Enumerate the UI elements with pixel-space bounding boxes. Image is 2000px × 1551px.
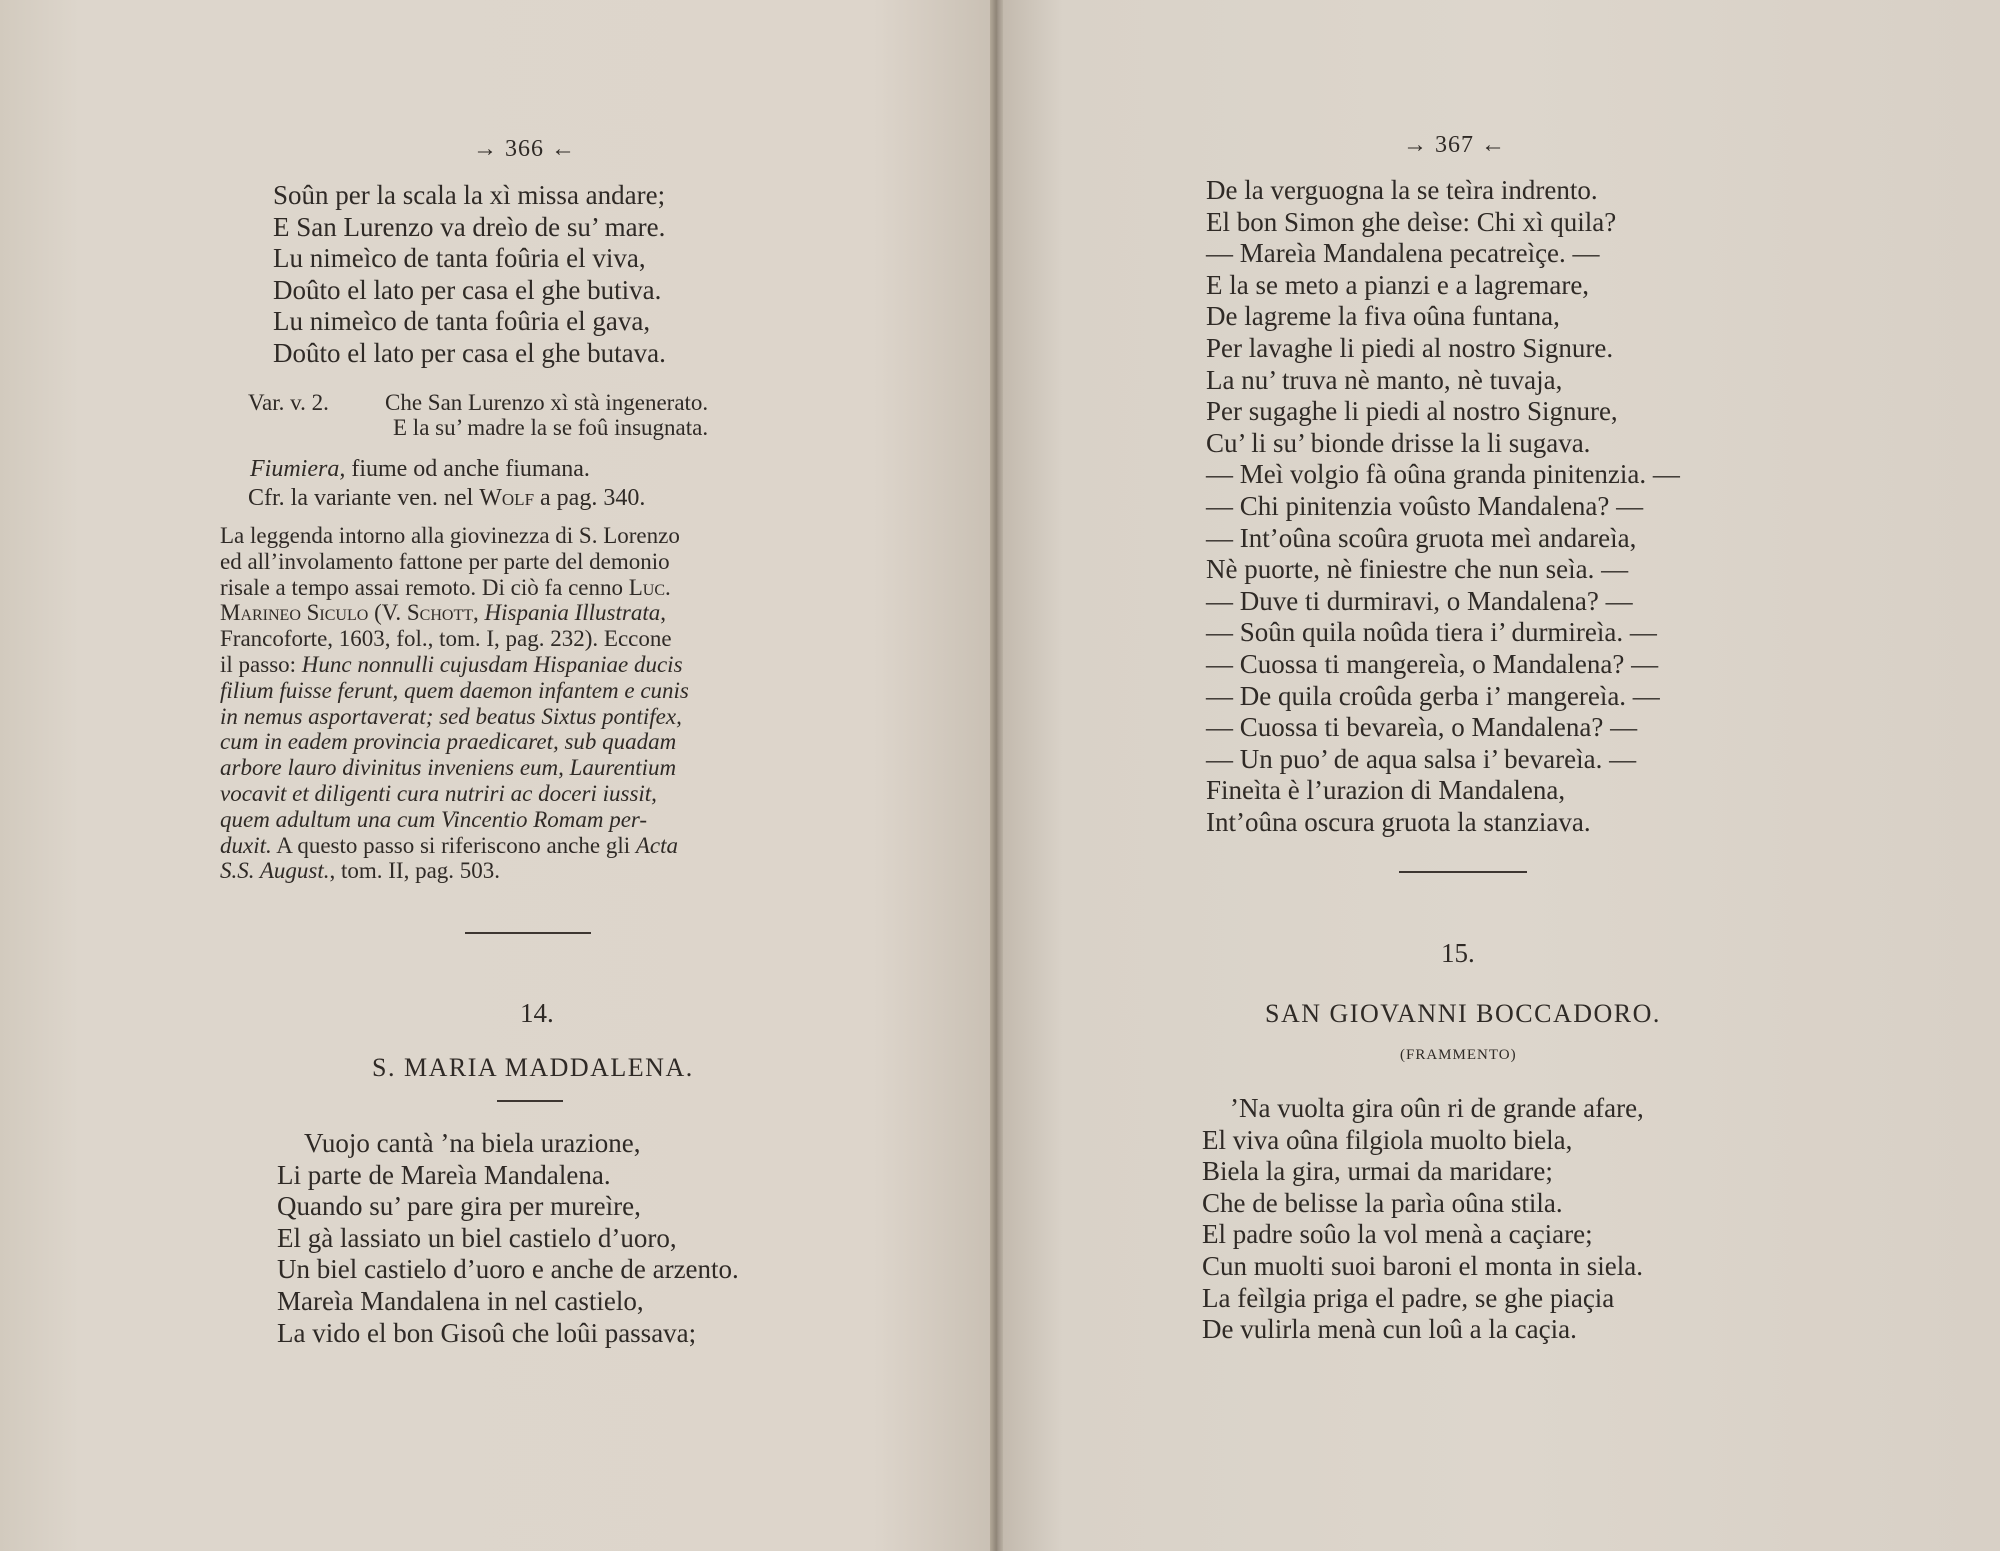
section-divider	[465, 932, 591, 934]
cfr-line	[248, 484, 645, 512]
verse-line: Cu’ li su’ bionde drisse la li sugava.	[1206, 427, 1591, 458]
verse-line: E la se meto a pianzi e a lagremare,	[1206, 269, 1590, 300]
title-rule	[497, 1100, 563, 1102]
verse-line: Che de belisse la parìa oûna stila.	[1202, 1187, 1563, 1218]
note-text: ,	[473, 600, 485, 626]
variant-line: Che San Lurenzo xì stà ingenerato.	[385, 390, 709, 415]
note-author: Marineo Siculo	[220, 600, 369, 626]
verse-line: El bon Simon ghe deìse: Chi xì quila?	[1206, 206, 1617, 237]
note-text: , Francoforte, 1603, fol., tom. I, pag. 232). Eccone il passo:	[220, 600, 672, 677]
note-text: A questo passo si riferiscono anche gli	[271, 832, 636, 858]
verse-line: Per sugaghe li piedi al nostro Signure,	[1206, 396, 1618, 427]
verse-line: Mareìa Mandalena in nel castielo,	[277, 1285, 644, 1316]
note-book-title: Acta S.S. August.	[220, 832, 679, 884]
verse-line: Doûto el lato per casa el ghe butava.	[273, 337, 666, 368]
verse-line: — Cuossa ti bevareìa, o Mandalena? —	[1206, 712, 1638, 743]
verse-line: El padre soûo la vol menà a caçiare;	[1202, 1219, 1593, 1250]
verse-line: De la verguogna la se teìra indrento.	[1206, 175, 1598, 205]
verse-line: Nè puorte, nè finiestre che nun seìa. —	[1206, 554, 1629, 585]
verse-line: Li parte de Mareìa Mandalena.	[277, 1159, 611, 1190]
verse-line: Doûto el lato per casa el ghe butiva.	[273, 274, 662, 305]
verse-line: La vido el bon Gisoû che loûi passava;	[277, 1317, 697, 1348]
verse-line: Fineìta è l’urazion di Mandalena,	[1206, 775, 1566, 806]
section-subtitle: (FRAMMENTO)	[1400, 1047, 1517, 1063]
verse-line: Biela la gira, urmai da maridare;	[1202, 1156, 1553, 1187]
page-number: → 366 ←	[473, 136, 576, 162]
verse-line: E San Lurenzo va dreìo de su’ mare.	[273, 211, 666, 242]
verse-line: Un biel castielo d’uoro e anche de arzento.	[277, 1254, 739, 1285]
cfr-text: Cfr. la variante ven. nel	[248, 485, 474, 511]
verse-line: Quando su’ pare gira per mureìre,	[277, 1191, 641, 1222]
verse-line: Lu nimeìco de tanta foûria el viva,	[273, 243, 646, 274]
section-number: 14.	[520, 998, 554, 1028]
page-number: → 367 ←	[1403, 132, 1506, 158]
variant-label: Var. v. 2.	[248, 390, 329, 415]
verse-line: De lagreme la fiva oûna funtana,	[1206, 301, 1560, 332]
verse-line: El gà lassiato un biel castielo d’uoro,	[277, 1222, 677, 1253]
section-title: S. MARIA MADDALENA.	[372, 1053, 694, 1082]
cfr-wolf: Wolf	[479, 485, 535, 511]
note-text: , tom. II, pag. 503.	[329, 858, 501, 884]
verse-line: La nu’ truva nè manto, nè tuvaja,	[1206, 364, 1563, 395]
commentary-note	[220, 523, 785, 884]
verse-line: — Soûn quila noûda tiera i’ durmireìa. —	[1206, 617, 1657, 648]
verse-line: Per lavaghe li piedi al nostro Signure.	[1206, 332, 1614, 363]
verse-line: El viva oûna filgiola muolto biela,	[1202, 1124, 1573, 1155]
verse-line: — Chi pinitenzia voûsto Mandalena? —	[1206, 490, 1644, 521]
variant-lines	[385, 390, 708, 440]
note-latin-quote: Hunc nonnulli cujusdam Hispaniae ducis filium fuisse ferunt, quem daemon infantem e cunis in nemus asportaverat; sed beatus Sixtus pontifex, cum in eadem provincia praedicaret, sub quadam arbore lauro divinitus inveniens eum, Laurentium vocavit et diligenti cura nutriri ac doceri iussit, quem adultum una cum Vincentio Romam per- duxit.	[220, 651, 689, 858]
verse-line: Soûn per la scala la xì missa andare;	[273, 180, 666, 210]
verse-line: Lu nimeìco de tanta foûria el gava,	[273, 306, 651, 337]
variant-line: E la su’ madre la se foû insugnata.	[393, 415, 709, 440]
verse-line: — Un puo’ de aqua salsa i’ bevareìa. —	[1206, 743, 1637, 774]
section-divider	[1399, 871, 1527, 873]
verse-line: ’Na vuolta gira oûn ri de grande afare,	[1230, 1093, 1644, 1123]
verse-block-top	[273, 180, 666, 370]
section-title: SAN GIOVANNI BOCCADORO.	[1265, 999, 1661, 1028]
verse-line: — De quila croûda gerba i’ mangereìa. —	[1206, 680, 1660, 711]
verse-line: — Duve ti durmiravi, o Mandalena? —	[1206, 585, 1633, 616]
right-page	[1003, 0, 2000, 1551]
left-page	[0, 0, 993, 1551]
note-text: (V.	[368, 600, 407, 626]
verse-line: Int’oûna oscura gruota la stanziava.	[1206, 806, 1591, 837]
verse-line: Cun muolti suoi baroni el monta in siela.	[1202, 1250, 1643, 1281]
section-number: 15.	[1441, 938, 1475, 968]
book-gutter	[990, 0, 1004, 1551]
verse-block-top	[1206, 175, 1680, 838]
verse-line: Vuojo cantà ’na biela urazione,	[304, 1128, 641, 1158]
verse-line: — Meì volgio fà oûna granda pinitenzia. —	[1206, 459, 1680, 490]
verse-line: La feìlgia priga el padre, se ghe piaçia	[1202, 1282, 1615, 1313]
note-author: Luc.	[628, 574, 671, 600]
note-author: Schott	[406, 600, 473, 626]
verse-line: — Cuossa ti mangereìa, o Mandalena? —	[1206, 648, 1659, 679]
cfr-page: a pag. 340.	[540, 485, 646, 511]
fiumiera-term: Fiumiera,	[250, 456, 346, 482]
verse-block-bottom	[277, 1128, 739, 1349]
verse-block-bottom	[1202, 1093, 1644, 1346]
note-text: La leggenda intorno alla giovinezza di S. Lorenzo ed all’involamento fattone per parte del demonio risale a tempo assai remoto. Di ciò fa cenno	[220, 523, 680, 600]
verse-line: — Int’oûna scoûra gruota meì andareìa,	[1206, 522, 1637, 553]
verse-line: — Mareìa Mandalena pecatreìçe. —	[1206, 238, 1600, 269]
note-book-title: Hispania Illustrata	[484, 600, 661, 626]
fiumiera-definition: fiume od anche fiumana.	[351, 456, 590, 482]
verse-line: De vulirla menà cun loû a la caçia.	[1202, 1314, 1577, 1345]
fiumiera-gloss	[250, 455, 590, 483]
